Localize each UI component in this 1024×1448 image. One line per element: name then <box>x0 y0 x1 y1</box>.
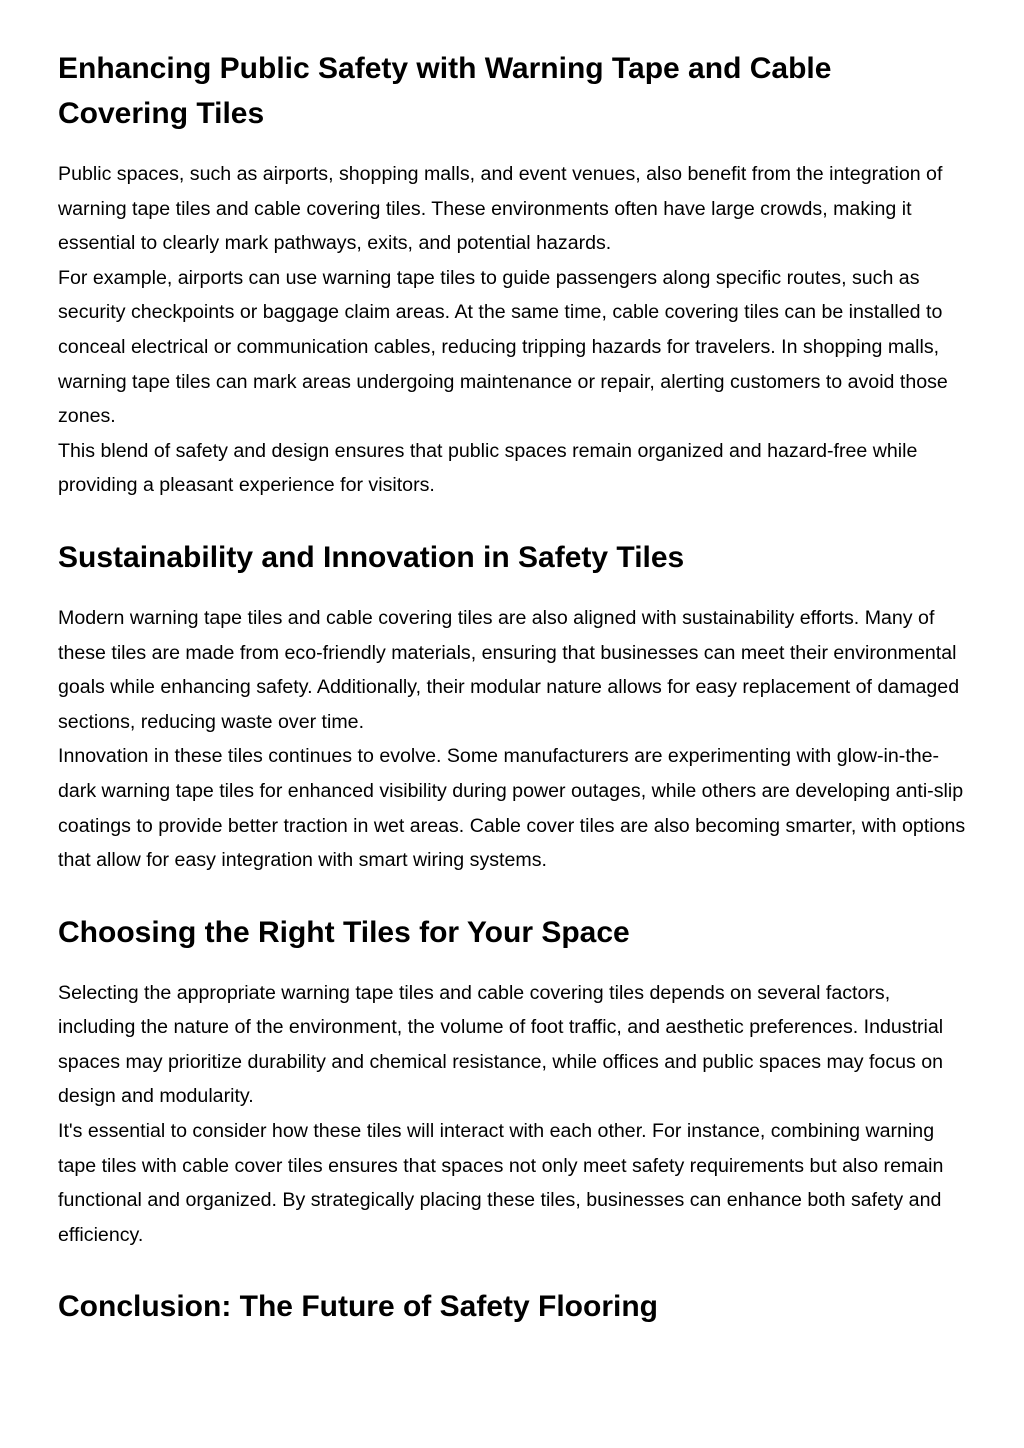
section-conclusion <box>58 1284 968 1329</box>
section-heading: Sustainability and Innovation in Safety Tiles <box>58 540 685 574</box>
section-heading: Choosing the Right Tiles for Your Space <box>58 915 630 949</box>
section-body <box>58 976 968 1253</box>
paragraph: Selecting the appropriate warning tape tiles and cable covering tiles depends on several factors, including the nature of the environment, the volume of foot traffic, and aesthetic preferences. Industrial spaces may prioritize durability and chemical resistance, while offices and public spaces may focus on design and modularity. <box>58 981 944 1108</box>
section-heading: Conclusion: The Future of Safety Flooring <box>58 1290 658 1324</box>
paragraph: For example, airports can use warning tape tiles to guide passengers along specific routes, such as security checkpoints or baggage claim areas. At the same time, cable covering tiles can be installed to conceal electrical or communication cables, reducing tripping hazards for travelers. In shopping malls, warning tape tiles can mark areas undergoing maintenance or repair, alerting customers to avoid those zones. <box>58 266 948 428</box>
paragraph: This blend of safety and design ensures that public spaces remain organized and hazard-free while providing a pleasant experience for visitors. <box>58 439 918 497</box>
section-sustainability <box>58 535 968 878</box>
section-heading: Enhancing Public Safety with Warning Tape and Cable Covering Tiles <box>58 52 832 130</box>
paragraph: Modern warning tape tiles and cable covering tiles are also aligned with sustainability efforts. Many of these tiles are made from eco-friendly materials, ensuring that businesses can meet their environmental goals while enhancing safety. Additionally, their modular nature allows for easy replacement of damaged sections, reducing waste over time. <box>58 606 960 733</box>
section-body <box>58 157 968 503</box>
section-body <box>58 601 968 878</box>
paragraph: Innovation in these tiles continues to evolve. Some manufacturers are experimenting with glow-in-the-dark warning tape tiles for enhanced visibility during power outages, while others are developing anti-slip coatings to provide better traction in wet areas. Cable cover tiles are also becoming smarter, with options that allow for easy integration with smart wiring systems. <box>58 745 966 872</box>
section-choosing-tiles <box>58 910 968 1253</box>
section-public-safety <box>58 46 968 503</box>
paragraph: It's essential to consider how these tiles will interact with each other. For instance, combining warning tape tiles with cable cover tiles ensures that spaces not only meet safety requirements but also remain functional and organized. By strategically placing these tiles, businesses can enhance both safety and efficiency. <box>58 1120 944 1246</box>
paragraph: Public spaces, such as airports, shopping malls, and event venues, also benefit from the integration of warning tape tiles and cable covering tiles. These environments often have large crowds, making it essential to clearly mark pathways, exits, and potential hazards. <box>58 163 943 255</box>
